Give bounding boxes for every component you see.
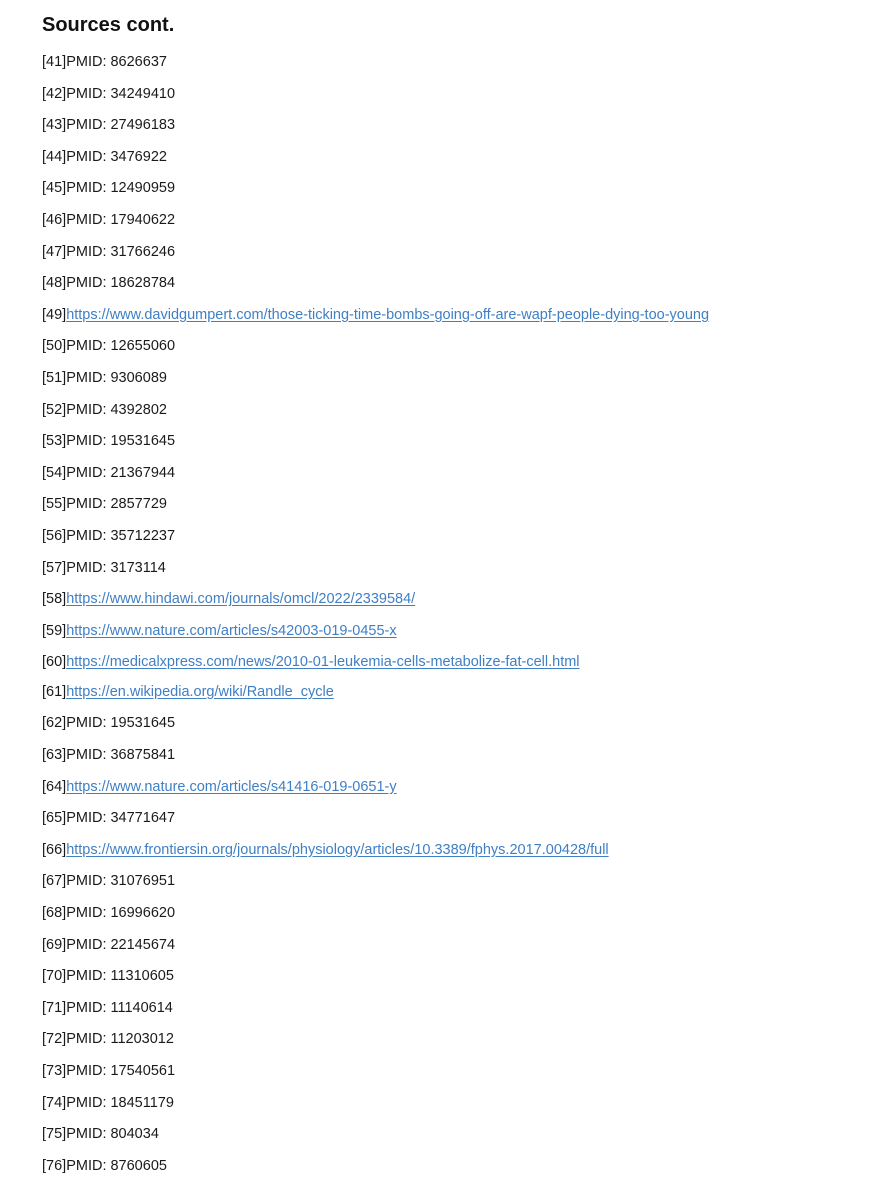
- reference-pmid: PMID: 11310605: [66, 968, 174, 985]
- reference-item: [42, 1155, 872, 1187]
- reference-item: [42, 1060, 872, 1092]
- reference-number: [76]: [42, 1157, 67, 1174]
- reference-item: [42, 241, 872, 273]
- reference-item: [42, 997, 872, 1029]
- reference-pmid: PMID: 18451179: [66, 1094, 174, 1111]
- reference-item: [42, 146, 872, 178]
- reference-pmid: PMID: 34771647: [66, 810, 176, 827]
- reference-pmid: PMID: 36875841: [66, 747, 176, 764]
- reference-number: [65]: [42, 810, 67, 827]
- reference-item: [42, 557, 872, 589]
- reference-item: [42, 744, 872, 776]
- reference-pmid: PMID: 2857729: [66, 496, 167, 513]
- reference-pmid: PMID: 12490959: [66, 180, 176, 197]
- reference-number: [68]: [42, 905, 67, 922]
- reference-link[interactable]: https://www.hindawi.com/journals/omcl/2022/2339584/: [66, 591, 416, 608]
- reference-item: [42, 51, 872, 83]
- reference-number: [52]: [42, 401, 67, 418]
- reference-link[interactable]: https://www.nature.com/articles/s41416-019-0651-y: [66, 778, 397, 795]
- reference-item: [42, 965, 872, 997]
- reference-item: [42, 304, 872, 336]
- reference-item: [42, 839, 872, 871]
- reference-pmid: PMID: 8760605: [66, 1157, 167, 1174]
- reference-item: [42, 177, 872, 209]
- reference-item: [42, 525, 872, 557]
- reference-number: [48]: [42, 275, 67, 292]
- reference-item: [42, 1028, 872, 1060]
- reference-item: [42, 681, 872, 713]
- reference-item: [42, 870, 872, 902]
- reference-number: [58]: [42, 591, 67, 608]
- reference-link[interactable]: https://www.nature.com/articles/s42003-019-0455-x: [66, 622, 397, 639]
- reference-number: [64]: [42, 778, 67, 795]
- reference-number: [75]: [42, 1126, 67, 1143]
- reference-number: [72]: [42, 1031, 67, 1048]
- reference-pmid: PMID: 27496183: [66, 117, 176, 134]
- reference-number: [62]: [42, 715, 67, 732]
- reference-item: [42, 83, 872, 115]
- reference-pmid: PMID: 19531645: [66, 433, 176, 450]
- reference-number: [57]: [42, 559, 67, 576]
- reference-pmid: PMID: 8626637: [66, 54, 167, 70]
- reference-pmid: PMID: 12655060: [66, 338, 176, 355]
- reference-item: [42, 902, 872, 934]
- reference-pmid: PMID: 31766246: [66, 243, 176, 260]
- reference-item: [42, 620, 872, 652]
- reference-pmid: PMID: 34249410: [66, 85, 176, 102]
- reference-item: [42, 934, 872, 966]
- reference-pmid: PMID: 9306089: [66, 369, 167, 386]
- reference-pmid: PMID: 16996620: [66, 905, 176, 922]
- reference-pmid: PMID: 804034: [66, 1126, 159, 1143]
- reference-link[interactable]: https://en.wikipedia.org/wiki/Randle_cycle: [66, 683, 334, 700]
- reference-link[interactable]: https://medicalxpress.com/news/2010-01-leukemia-cells-metabolize-fat-cell.html: [66, 654, 580, 671]
- reference-number: [73]: [42, 1063, 67, 1079]
- reference-item: [42, 272, 872, 304]
- reference-item: [42, 493, 872, 525]
- reference-item: [42, 1123, 872, 1155]
- reference-pmid: PMID: 18628784: [66, 275, 176, 292]
- reference-number: [47]: [42, 243, 67, 260]
- reference-list: [42, 51, 872, 1186]
- reference-item: [42, 462, 872, 494]
- reference-number: [56]: [42, 527, 67, 544]
- reference-pmid: PMID: 3173114: [66, 559, 166, 576]
- reference-number: [54]: [42, 464, 67, 481]
- reference-item: [42, 712, 872, 744]
- reference-item: [42, 807, 872, 839]
- page-title: Sources cont.: [42, 14, 175, 36]
- reference-number: [50]: [42, 338, 67, 355]
- reference-pmid: PMID: 17540561: [66, 1063, 176, 1079]
- reference-number: [45]: [42, 180, 67, 197]
- reference-item: [42, 209, 872, 241]
- reference-number: [71]: [42, 999, 67, 1016]
- reference-pmid: PMID: 19531645: [66, 715, 176, 732]
- reference-number: [61]: [42, 683, 67, 700]
- reference-number: [69]: [42, 936, 67, 953]
- reference-pmid: PMID: 21367944: [66, 464, 176, 481]
- reference-pmid: PMID: 35712237: [66, 527, 176, 544]
- reference-number: [51]: [42, 369, 67, 386]
- reference-pmid: PMID: 3476922: [66, 148, 167, 165]
- reference-number: [74]: [42, 1094, 67, 1111]
- reference-item: [42, 430, 872, 462]
- reference-number: [43]: [42, 117, 67, 134]
- reference-link[interactable]: https://www.davidgumpert.com/those-ticking-time-bombs-going-off-are-wapf-people-dying-too-young: [66, 306, 710, 323]
- reference-pmid: PMID: 4392802: [66, 401, 167, 418]
- reference-number: [55]: [42, 496, 67, 513]
- reference-link[interactable]: https://www.frontiersin.org/journals/physiology/articles/10.3389/fphys.2017.00428/full: [66, 841, 609, 858]
- reference-number: [70]: [42, 968, 67, 985]
- reference-number: [44]: [42, 148, 67, 165]
- reference-number: [66]: [42, 841, 67, 858]
- reference-number: [41]: [42, 54, 67, 70]
- reference-item: [42, 367, 872, 399]
- reference-item: [42, 114, 872, 146]
- reference-number: [46]: [42, 211, 67, 228]
- reference-item: [42, 335, 872, 367]
- reference-item: [42, 399, 872, 431]
- reference-pmid: PMID: 11140614: [66, 999, 173, 1016]
- reference-item: [42, 776, 872, 808]
- reference-number: [53]: [42, 433, 67, 450]
- reference-pmid: PMID: 22145674: [66, 936, 176, 953]
- reference-number: [60]: [42, 654, 67, 671]
- reference-number: [63]: [42, 747, 67, 764]
- reference-pmid: PMID: 17940622: [66, 211, 176, 228]
- reference-number: [42]: [42, 85, 67, 102]
- reference-item: [42, 1092, 872, 1124]
- reference-number: [67]: [42, 873, 67, 890]
- reference-number: [49]: [42, 306, 67, 323]
- reference-item: [42, 588, 872, 620]
- reference-item: [42, 651, 872, 681]
- reference-number: [59]: [42, 622, 67, 639]
- reference-pmid: PMID: 11203012: [66, 1031, 174, 1048]
- reference-pmid: PMID: 31076951: [66, 873, 176, 890]
